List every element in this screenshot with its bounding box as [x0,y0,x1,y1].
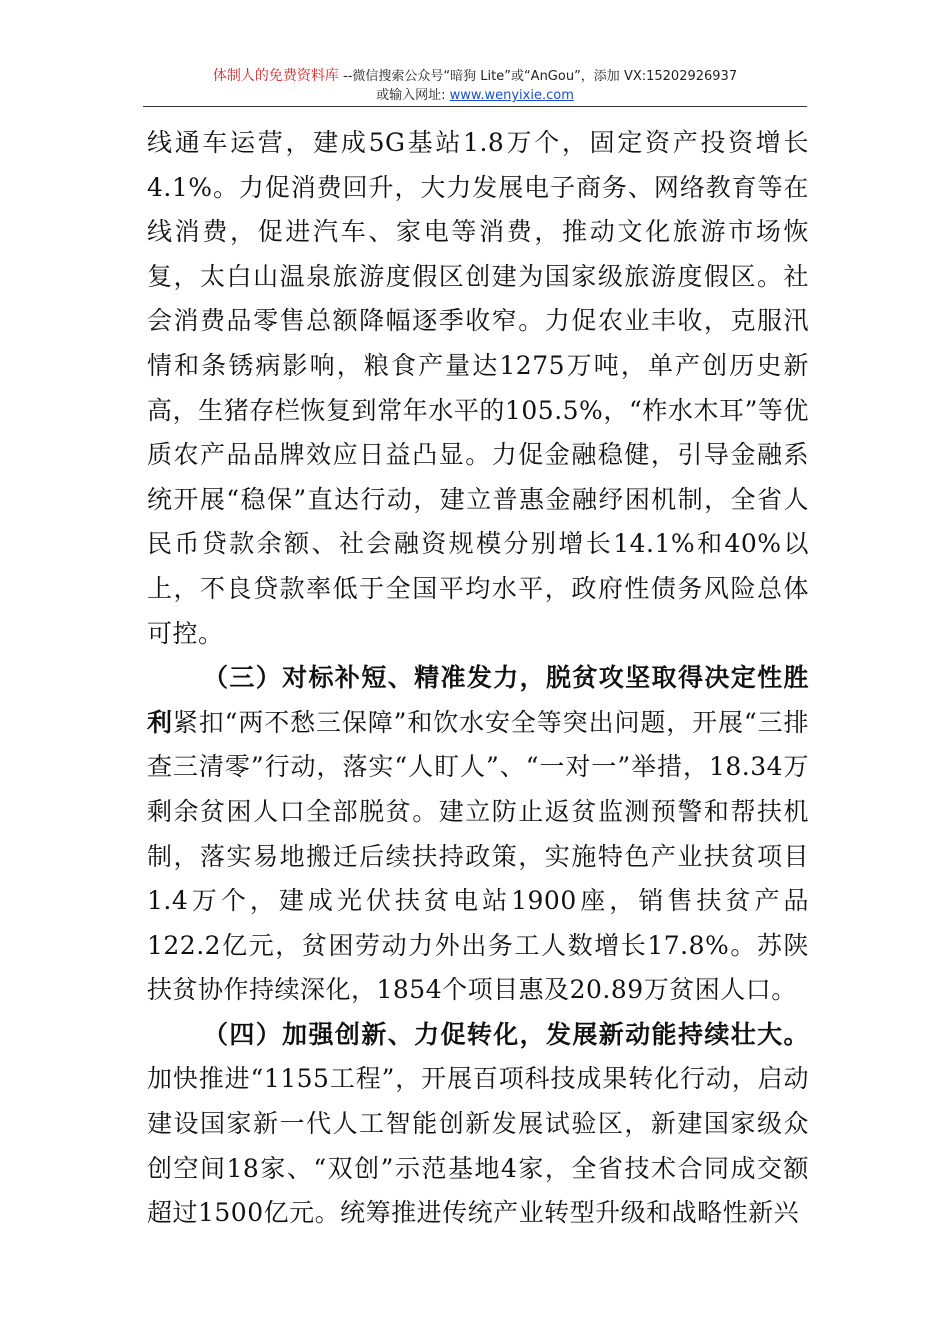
header-divider [143,106,807,107]
paragraph-text: 加快推进“1155工程”，开展百项科技成果转化行动，启动建设国家新一代人工智能创新发展试验区，新建国家级众创空间18家、“双创”示范基地4家，全省技术合同成交额超过1500亿元。统筹推进传统产业转型升级和战略性新兴 [147,1064,809,1228]
paragraph-2 [147,656,809,1013]
paragraph-text: 紧扣“两不愁三保障”和饮水安全等突出问题，开展“三排查三清零”行动，落实“人盯人”、“一对一”举措，18.34万剩余贫困人口全部脱贫。建立防止返贫监测预警和帮扶机制，落实易地搬迁后续扶持政策，实施特色产业扶贫项目1.4万个，建成光伏扶贫电站1900座，销售扶贫产品122.2亿元，贫困劳动力外出务工人数增长17.8%。苏陕扶贫协作持续深化，1854个项目惠及20.89万贫困人口。 [147,707,809,1005]
website-link[interactable]: www.wenyixie.com [449,88,574,103]
header-line-1 [0,66,950,87]
url-label: 或输入网址: [376,88,450,103]
page-header [0,66,950,105]
section-heading: （四）加强创新、力促转化，发展新动能持续壮大。 [203,1019,809,1049]
header-line-2 [0,87,950,105]
paragraph-3 [147,1013,809,1236]
brand-title[interactable]: 体制人的免费资料库 [212,68,339,84]
document-body [147,121,809,1236]
paragraph-1 [147,121,809,656]
section-heading: （三）对标补短、精准发力，脱贫攻坚取得决定性胜利 [147,663,809,737]
paragraph-text: 线通车运营，建成5G基站1.8万个，固定资产投资增长4.1%。力促消费回升，大力发展电子商务、网络教育等在线消费，促进汽车、家电等消费，推动文化旅游市场恢复，太白山温泉旅游度假区创建为国家级旅游度假区。社会消费品零售总额降幅逐季收窄。力促农业丰收，克服汛情和条锈病影响，粮食产量达1275万吨，单产创历史新高，生猪存栏恢复到常年水平的105.5%，“柞水木耳”等优质农产品品牌效应日益凸显。力促金融稳健，引导金融系统开展“稳保”直达行动，建立普惠金融纾困机制，全省人民币贷款余额、社会融资规模分别增长14.1%和40%以上，不良贷款率低于全国平均水平，政府性债务风险总体可控。 [147,128,809,648]
header-info: --微信搜索公众号“暗狗 Lite”或“AnGou”，添加 VX:15202926937 [338,69,738,84]
